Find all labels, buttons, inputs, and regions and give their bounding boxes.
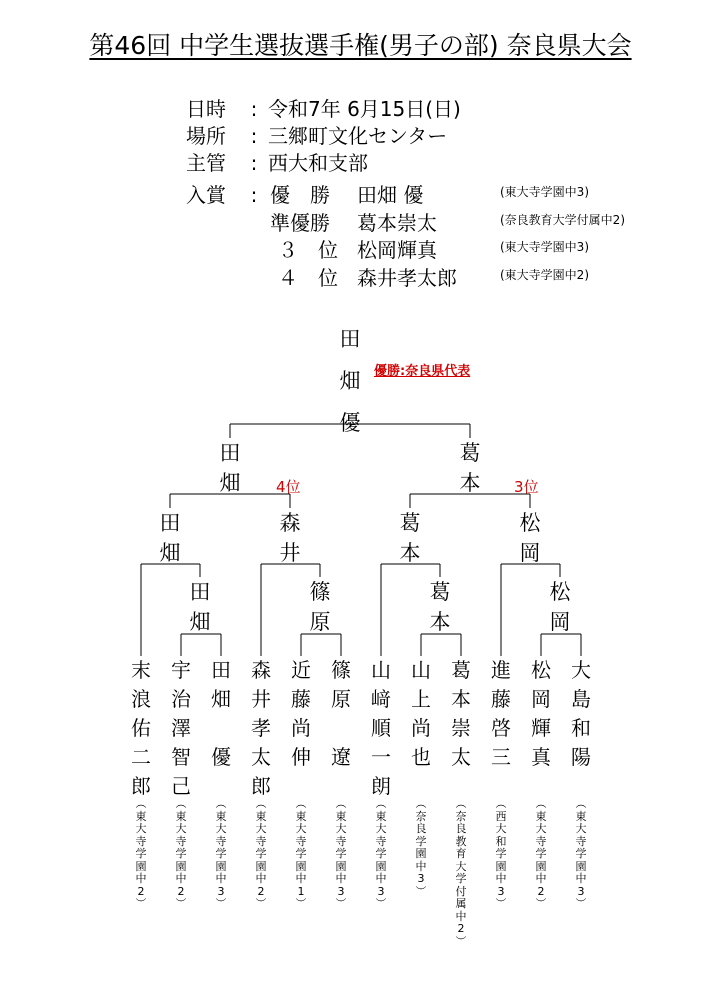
final-player-name: 葛 本 (459, 441, 481, 495)
host-value: 西大和支部 (268, 151, 368, 175)
award-rank: ４ 位 (278, 266, 338, 290)
award-name: 葛本崇太 (357, 211, 437, 235)
player-school: ︵ 東 大 寺 学 園 中 3 ︶ (335, 797, 347, 910)
semifinal-player-name: 葛 本 (399, 511, 421, 565)
player-name: 近 藤 尚 伸 (291, 658, 311, 769)
award-rank: 優 勝 (270, 183, 330, 207)
award-name: 田畑 優 (357, 183, 424, 207)
place-label: 場所 (186, 124, 226, 148)
page-title: 第46回 中学生選抜選手権(男子の部) 奈良県大会 (89, 31, 632, 60)
player-school: ︵ 東 大 寺 学 園 中 1 ︶ (295, 797, 307, 910)
player-school: ︵ 東 大 寺 学 園 中 2 ︶ (135, 797, 147, 910)
player-school: ︵ 東 大 寺 学 園 中 2 ︶ (255, 797, 267, 910)
quarterfinal-player-name: 葛 本 (429, 580, 451, 634)
rank-label-4th: 4位 (276, 478, 301, 496)
award-school: (東大寺学園中2) (500, 268, 589, 282)
player-name: 進 藤 啓 三 (491, 658, 511, 769)
player-school: ︵ 東 大 寺 学 園 中 3 ︶ (215, 797, 227, 910)
award-school: (東大寺学園中3) (500, 240, 589, 254)
date-label: 日時 (186, 97, 226, 121)
champion-name: 田 畑 優 (339, 327, 361, 435)
award-school: (東大寺学園中3) (500, 185, 589, 199)
player-name: 山 﨑 順 一 朗 (371, 658, 391, 798)
awards-sep: : (250, 183, 258, 207)
award-name: 松岡輝真 (357, 238, 437, 262)
player-name: 山 上 尚 也 (411, 658, 431, 769)
player-name: 篠 原 遼 (331, 658, 351, 769)
place-value: 三郷町文化センター (268, 124, 448, 148)
player-name: 松 岡 輝 真 (531, 658, 551, 769)
player-school: ︵ 東 大 寺 学 園 中 2 ︶ (175, 797, 187, 910)
award-rank: ３ 位 (278, 238, 338, 262)
player-school: ︵ 奈 良 学 園 中 3 ︶ (415, 797, 427, 898)
player-name: 末 浪 佑 二 郎 (131, 658, 151, 798)
awards-label: 入賞 (186, 183, 226, 207)
date-sep: : (250, 97, 258, 121)
award-name: 森井孝太郎 (357, 266, 457, 290)
host-label: 主管 (186, 151, 226, 175)
player-name: 大 島 和 陽 (571, 658, 591, 769)
place-sep: : (250, 124, 258, 148)
champion-note: 優勝:奈良県代表 (374, 364, 471, 379)
player-name: 宇 治 澤 智 己 (171, 658, 191, 798)
award-school: (奈良教育大学付属中2) (500, 213, 625, 227)
quarterfinal-player-name: 田 畑 (189, 580, 211, 634)
award-rank: 準優勝 (270, 211, 330, 235)
player-name: 森 井 孝 太 郎 (251, 658, 271, 798)
player-school: ︵ 東 大 寺 学 園 中 3 ︶ (575, 797, 587, 910)
semifinal-player-name: 田 畑 (159, 511, 181, 565)
quarterfinal-player-name: 篠 原 (309, 580, 331, 634)
semifinal-player-name: 森 井 (279, 511, 301, 565)
player-school: ︵ 西 大 和 学 園 中 3 ︶ (495, 797, 507, 910)
date-value: 令和7年 6月15日(日) (268, 97, 461, 121)
rank-label-3rd: 3位 (514, 478, 539, 496)
host-sep: : (250, 151, 258, 175)
player-name: 田 畑 優 (211, 658, 231, 769)
semifinal-player-name: 松 岡 (519, 511, 541, 565)
final-player-name: 田 畑 (219, 441, 241, 495)
quarterfinal-player-name: 松 岡 (549, 580, 571, 634)
player-school: ︵ 東 大 寺 学 園 中 3 ︶ (375, 797, 387, 910)
player-school: ︵ 東 大 寺 学 園 中 2 ︶ (535, 797, 547, 910)
player-school: ︵ 奈 良 教 育 大 学 付 属 中 2 ︶ (455, 797, 467, 948)
player-name: 葛 本 崇 太 (451, 658, 471, 769)
